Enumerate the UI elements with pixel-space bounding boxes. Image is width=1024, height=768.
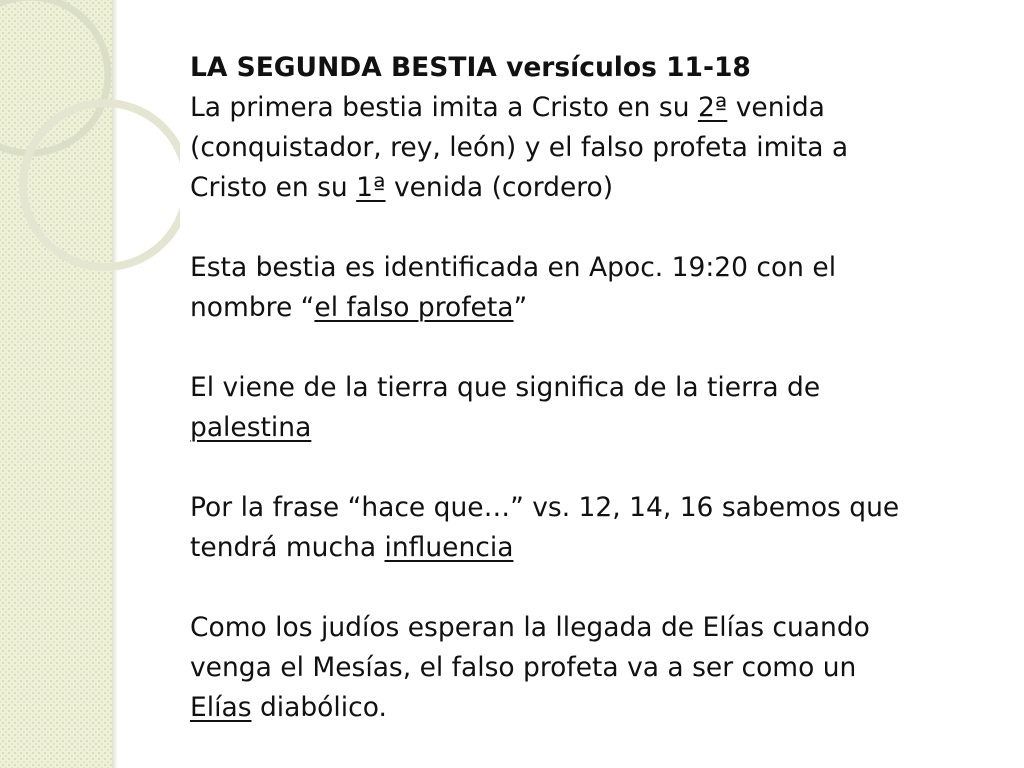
p1-text-b: venida (conquistador, rey, león) y el falso profeta imita a Cristo en su [190,92,849,203]
decorative-rings [0,0,180,320]
p2-underlined-false-prophet: el falso profeta [314,292,514,323]
title-reference: versículos 11-18 [506,52,751,83]
paragraph-identification [190,248,910,328]
paragraph-influence [190,488,910,568]
p5-text-a: Como los judíos esperan la llegada de Elías cuando venga el Mesías, el falso profeta va a ser como un [190,612,870,683]
slide-body [190,48,910,768]
p4-text-a: Por la frase “hace que…” vs. 12, 14, 16 sabemos que tendrá mucha [190,492,900,563]
slide-title [190,52,751,83]
p4-underlined-influencia: influencia [384,532,514,563]
p1-underlined-second: 2ª [697,92,728,123]
p2-text-b: ” [513,292,528,323]
lower-ring [23,103,180,267]
p1-text-c: venida (cordero) [385,172,614,203]
paragraph-elias [190,608,910,728]
p1-text-a: La primera bestia imita a Cristo en su [190,92,698,123]
paragraph-title-and-intro [190,48,910,208]
p2-text-a: Esta bestia es identificada en Apoc. 19:20 con el nombre “ [190,252,837,323]
paragraph-origin [190,368,910,448]
p1-underlined-first: 1ª [356,172,386,203]
p3-text-a: El viene de la tierra que significa de la tierra de [190,372,821,403]
p5-underlined-elias: Elías [190,692,252,723]
p3-underlined-palestina: palestina [190,412,312,443]
title-main: LA SEGUNDA BESTIA [190,52,497,83]
p5-text-b: diabólico. [251,692,387,723]
upper-ring [0,0,108,153]
